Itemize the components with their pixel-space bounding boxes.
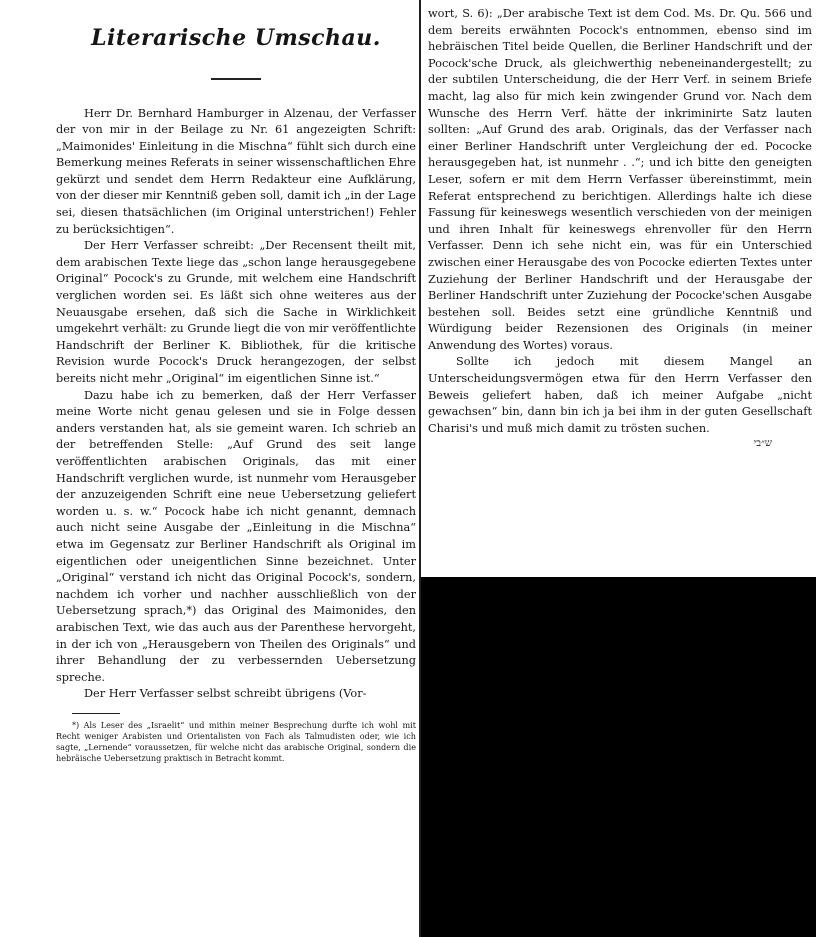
paragraph: Sollte ich jedoch mit diesem Mangel an Unterscheidungsvermögen etwa für den Herrn Verfasser den Beweis geliefert haben, daß ich meiner Aufgabe „nicht gewachsen“ bin, dann bin ich ja bei ihm in der guten Gesellschaft Charisi's und muß mich damit zu trösten suchen. (428, 355, 812, 435)
right-column (428, 0, 812, 577)
footnote-divider (72, 713, 120, 714)
scan-black-area (421, 577, 816, 937)
paragraph: Der Herr Verfasser schreibt: „Der Recensent theilt mit, dem arabischen Texte liege das „schon lange herausgegebene Original“ Pocock's zu Grunde, mit welchem eine Handschrift verglichen worden sei. Es läßt sich ohne weiteres aus der Neuausgabe ersehen, daß sich die Sache in Wirklichkeit umgekehrt verhält: zu Grunde liegt die von mir veröffentlichte Handschrift der Berliner K. Bibliothek, für die kritische Revision wurde Pocock's Druck herangezogen, der selbst bereits nicht mehr „Original“ im eigentlichen Sinne ist.“ (56, 239, 416, 385)
paragraph: wort, S. 6): „Der arabische Text ist dem Cod. Ms. Dr. Qu. 566 und dem bereits erwähnten Pocock's entnommen, ebenso sind im hebräischen Titel beide Quellen, die Berliner Handschrift und der Pocock'sche Druck, als gleichwerthig nebeneinandergestellt; zu der subtilen Unterscheidung, die der Herr Verf. in seinem Briefe macht, lag also für mich kein zwingender Grund vor. Nach dem Wunsche des Herrn Verf. hätte der inkriminirte Satz lauten sollten: „Auf Grund des arab. Originals, das der Verfasser nach einer Berliner Handschrift unter Vergleichung der ed. Pococke herausgegeben hat, ist nunmehr . .“; und ich bitte den geneigten Leser, sofern er mit dem Herrn Verfasser übereinstimmt, mein Referat entsprechend zu berichtigen. Allerdings halte ich diese Fassung für keineswegs wesentlich verschieden von der meinigen und ihren Inhalt für keineswegs ehrenvoller für den Herrn Verfasser. Denn ich sehe nicht ein, was für ein Unterschied zwischen einer Herausgabe des von Pococke edierten Textes unter Zuziehung der Berliner Handschrift und der Herausgabe der Berliner Handschrift unter Zuziehung der Pococke'schen Ausgabe bestehen soll. Beides setzt eine gründliche Kenntniß und Würdigung beider Rezensionen des Originals (in meiner Anwendung des Wortes) voraus. (428, 7, 812, 352)
paragraph: Herr Dr. Bernhard Hamburger in Alzenau, der Verfasser der von mir in der Beilage zu Nr. 61 angezeigten Schrift: „Maimonides' Einleitung in die Mischna“ fühlt sich durch eine Bemerkung meines Referats in seiner wissenschaftlichen Ehre gekürzt und sendet dem Herrn Redakteur eine Aufklärung, von der dieser mir Kenntniß geben soll, damit ich „in der Lage sei, diesen thatsächlichen (im Original unterstrichen!) Fehler zu berücksichtigen“. (56, 106, 416, 236)
paragraph: Der Herr Verfasser selbst schreibt übrigens (Vor- (84, 687, 367, 701)
title-divider (211, 78, 261, 80)
left-column (56, 0, 416, 937)
footnote: *) Als Leser des „Israelit“ und mithin meiner Besprechung durfte ich wohl mit Recht weniger Arabisten und Orientalisten von Fach als Talmudisten oder, wie ich sagte, „Lernende“ voraussetzen, für welche nicht das arabische Original, sondern die hebräische Uebersetzung praktisch in Betracht kommt. (56, 719, 416, 763)
signature: ש״בי (753, 438, 772, 450)
paragraph: Dazu habe ich zu bemerken, daß der Herr Verfasser meine Worte nicht genau gelesen und sie in Folge dessen anders verstanden hat, als sie gemeint waren. Ich schrieb an der betreffenden Stelle: „Auf Grund des seit lange veröffentlichten arabischen Originals, das mit einer Handschrift verglichen wurde, ist nunmehr vom Herausgeber der anzuzeigenden Schrift eine neue Uebersetzung geliefert worden u. s. w.“ Pocock habe ich nicht genannt, demnach auch nicht seine Ausgabe der „Einleitung in die Mischna“ etwa im Gegensatz zur Berliner Handschrift als Original im eigentlichen oder uneigentlichen Sinne bezeichnet. Unter „Original“ verstand ich nicht das Original Pocock's, sondern, nachdem ich vorher und nachher ausschließlich von der Uebersetzung sprach,*) das Original des Maimonides, den arabischen Text, wie das auch aus der Parenthese hervorgeht, in der ich von „Herausgebern von Theilen des Originals“ und ihrer Behandlung der zu verbessernden Uebersetzung spreche. (56, 388, 416, 684)
article-title: Literarische Umschau. (91, 25, 381, 51)
